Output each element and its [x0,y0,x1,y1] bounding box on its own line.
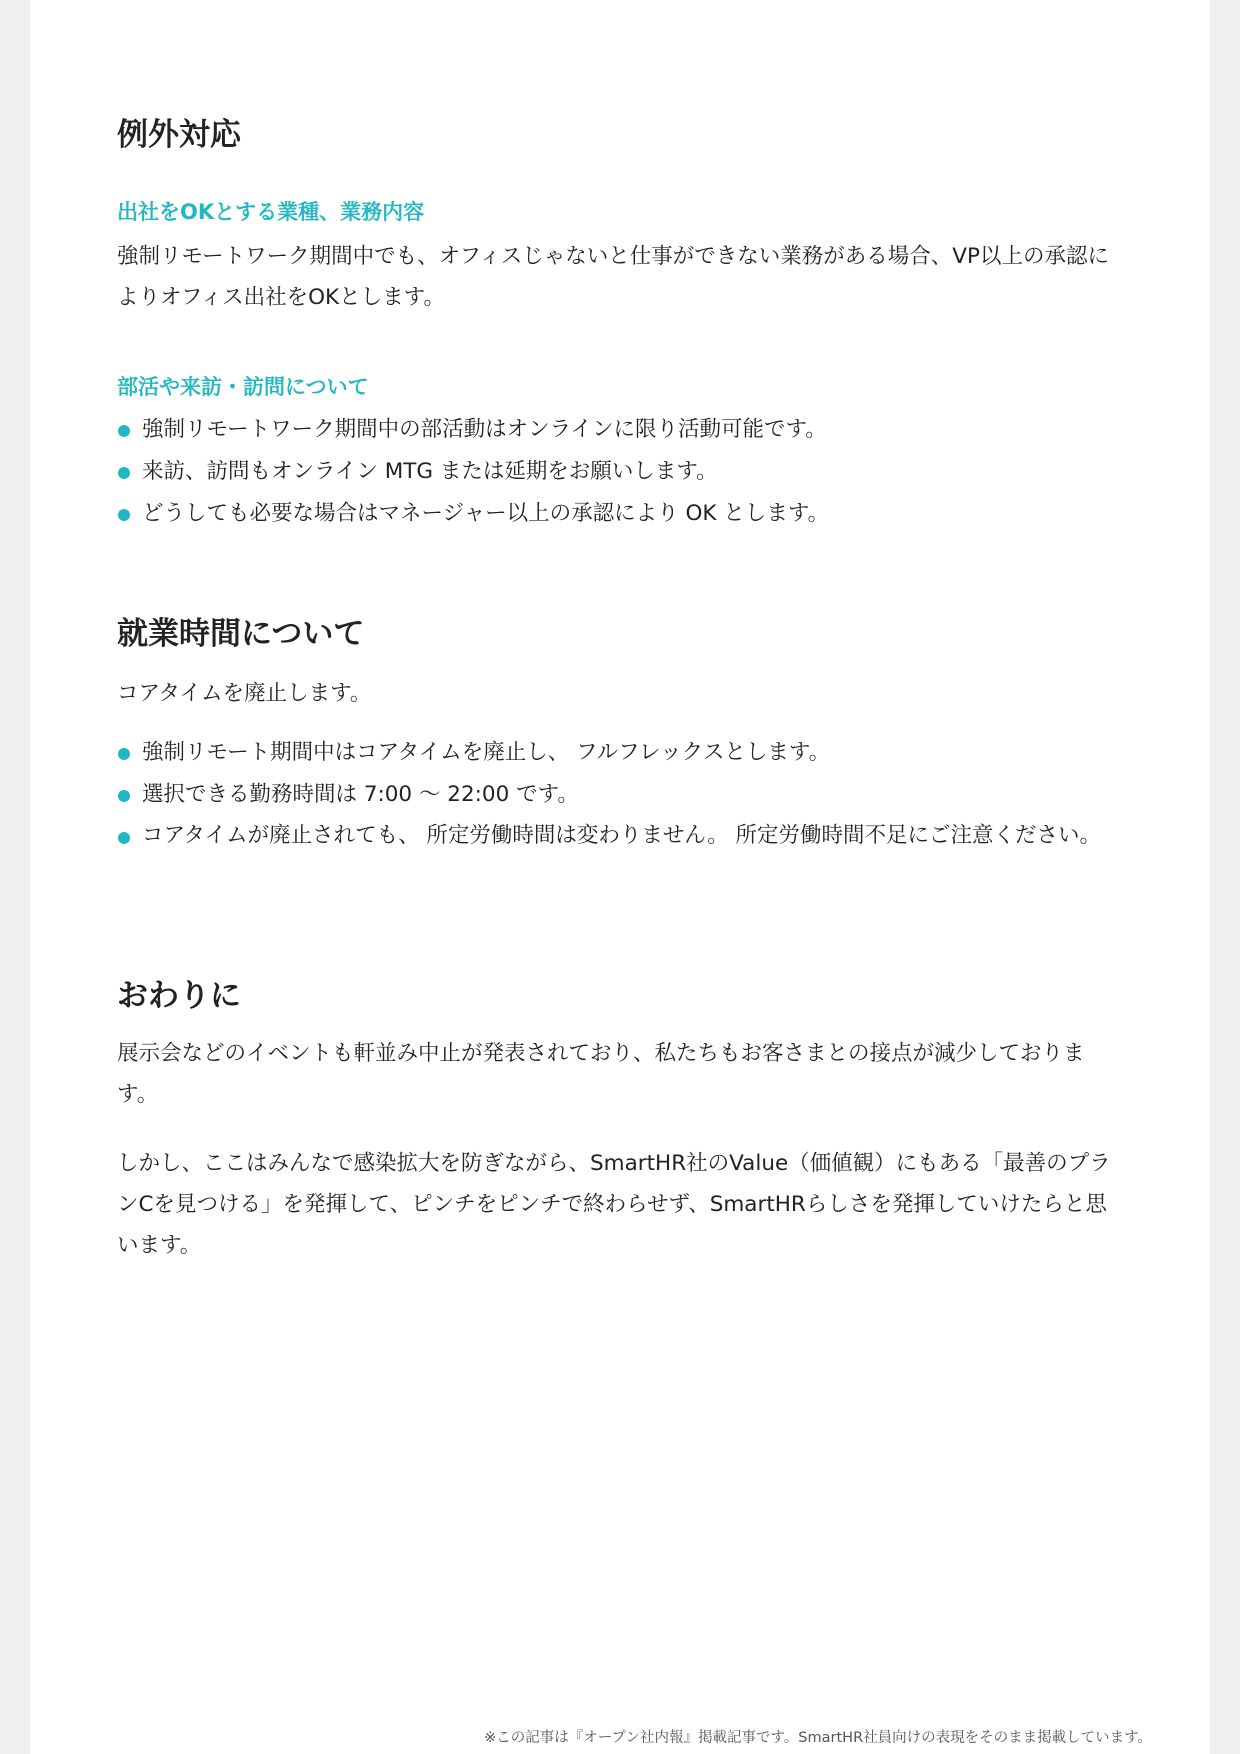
section-heading-closing: おわりに [117,978,241,1014]
paragraph-closing-1: 展示会などのイベントも軒並み中止が発表されており、私たちもお客さまとの接点が減少しております。 [117,1041,1085,1107]
section-heading-working-hours: 就業時間について [117,616,365,652]
list-item: 強制リモートワーク期間中の部活動はオンラインに限り活動可能です。 [117,411,1137,449]
list-item: コアタイムが廃止されても、 所定労働時間は変わりません。 所定労働時間不足にご注意ください。 [117,818,1137,854]
working-hours-list [117,734,1137,858]
document-page [30,0,1210,1754]
list-item: 選択できる勤務時間は 7:00 〜 22:00 です。 [117,776,1137,814]
section-heading-exceptions: 例外対応 [117,117,241,153]
paragraph-core-time: コアタイムを廃止します。 [117,681,372,706]
list-item: 強制リモート期間中はコアタイムを廃止し、 フルフレックスとします。 [117,734,1137,772]
bullet-icon [118,790,130,802]
bullet-icon [118,832,130,844]
footnote: ※この記事は『オープン社内報』掲載記事です。SmartHR社員向けの表現をそのまま掲載しています。 [484,1730,1152,1746]
bullet-icon [118,748,130,760]
club-visits-list [117,411,1137,537]
subheading-office-ok: 出社をOKとする業種、業務内容 [117,200,425,224]
paragraph-office-ok: 強制リモートワーク期間中でも、オフィスじゃないと仕事ができない業務がある場合、VP以上の承認によりオフィス出社をOKとします。 [117,244,1109,310]
list-item: どうしても必要な場合はマネージャー以上の承認により OK とします。 [117,495,1137,533]
paragraph-closing-2: しかし、ここはみんなで感染拡大を防ぎながら、SmartHR社のValue（価値観）にもある「最善のプランCを見つける」を発揮して、ピンチをピンチで終わらせず、SmartHRらしさを発揮していけたらと思います。 [117,1151,1111,1258]
bullet-icon [118,425,130,437]
list-item: 来訪、訪問もオンライン MTG または延期をお願いします。 [117,453,1137,491]
subheading-club-visits: 部活や来訪・訪問について [117,375,369,399]
bullet-icon [118,467,130,479]
bullet-icon [118,509,130,521]
